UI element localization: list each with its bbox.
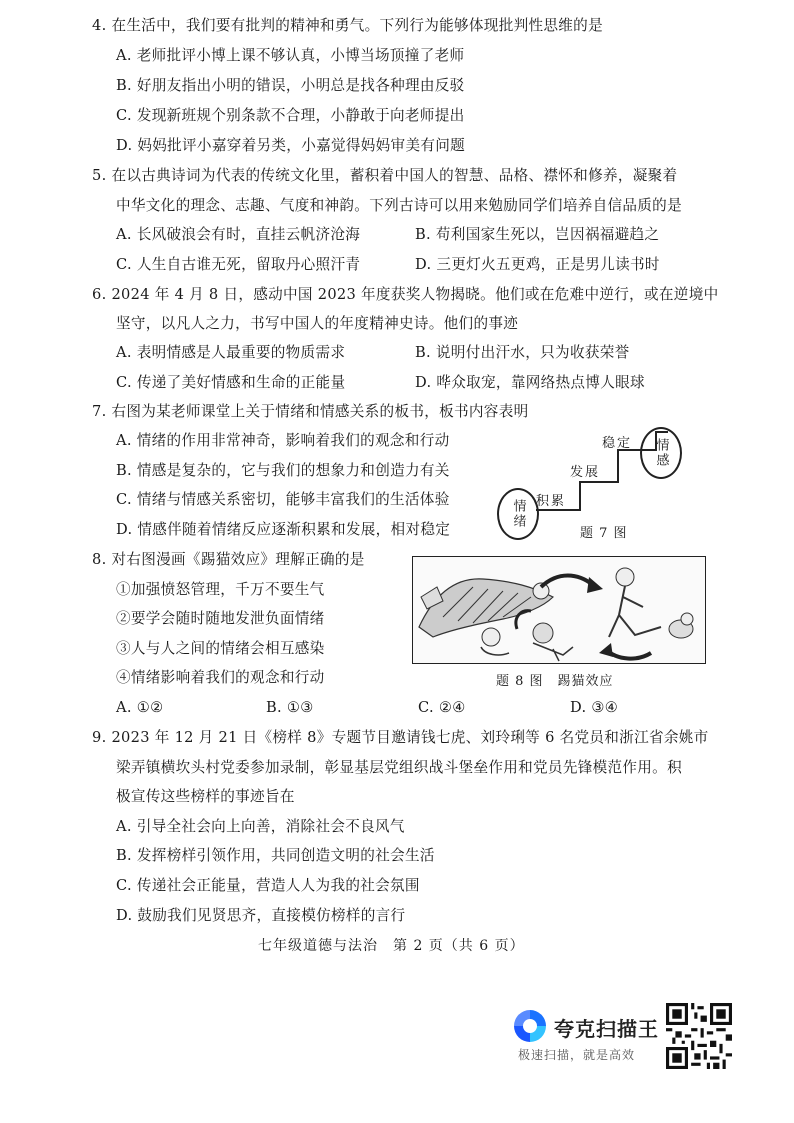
q8-item-1: ①加强愤怒管理，千万不要生气 bbox=[116, 581, 325, 598]
q4-option-b: B. 好朋友指出小明的错误，小明总是找各种理由反驳 bbox=[116, 77, 465, 94]
q4-option-a: A. 老师批评小博上课不够认真，小博当场顶撞了老师 bbox=[116, 47, 465, 64]
q5-option-c: C. 人生自古谁无死，留取丹心照汗青 bbox=[116, 256, 361, 273]
q8-item-3: ③人与人之间的情绪会相互感染 bbox=[116, 640, 325, 657]
q6-option-d: D. 哗众取宠，靠网络热点博人眼球 bbox=[415, 374, 645, 391]
feeling-circle: 情感 bbox=[640, 427, 682, 479]
q5-option-a: A. 长风破浪会有时，直挂云帆济沧海 bbox=[116, 226, 361, 243]
qr-code-icon bbox=[666, 1003, 732, 1069]
q9-option-b: B. 发挥榜样引领作用，共同创造文明的社会生活 bbox=[116, 847, 435, 864]
q9-option-d: D. 鼓励我们见贤思齐，直接模仿榜样的言行 bbox=[116, 907, 406, 924]
comic-illustration bbox=[413, 557, 705, 663]
q8-option-d: D. ③④ bbox=[570, 699, 619, 716]
q7-option-b: B. 情感是复杂的，它与我们的想象力和创造力有关 bbox=[116, 462, 450, 479]
q4-option-d: D. 妈妈批评小嘉穿着另类，小嘉觉得妈妈审美有问题 bbox=[116, 137, 466, 154]
q8-option-c: C. ②④ bbox=[418, 699, 466, 716]
q6-stem-line2: 坚守，以凡人之力，书写中国人的年度精神史诗。他们的事迹 bbox=[116, 315, 519, 332]
q5-stem-line1: 5. 在以古典诗词为代表的传统文化里，蓄积着中国人的智慧、品格、襟怀和修养，凝聚着 bbox=[92, 167, 678, 184]
step-develop: 发展 bbox=[570, 465, 601, 480]
kick-the-cat-comic bbox=[412, 556, 706, 664]
q8-stem: 8. 对右图漫画《踢猫效应》理解正确的是 bbox=[92, 551, 365, 568]
page-footer: 七年级道德与法治 第 2 页（共 6 页） bbox=[258, 938, 525, 954]
quark-logo-icon bbox=[514, 1010, 546, 1042]
q5-option-b: B. 苟利国家生死以，岂因祸福避趋之 bbox=[415, 226, 660, 243]
emotion-circle: 情绪 bbox=[497, 488, 539, 540]
q8-item-4: ④情绪影响着我们的观念和行动 bbox=[116, 669, 325, 686]
q8-option-a: A. ①② bbox=[116, 699, 164, 716]
q7-option-d: D. 情感伴随着情绪反应逐渐积累和发展，相对稳定 bbox=[116, 521, 451, 538]
q7-option-a: A. 情绪的作用非常神奇，影响着我们的观念和行动 bbox=[116, 432, 450, 449]
brand-slogan: 极速扫描，就是高效 bbox=[518, 1048, 636, 1062]
q9-option-a: A. 引导全社会向上向善，消除社会不良风气 bbox=[116, 818, 405, 835]
figure-8-caption: 题 8 图 踢猫效应 bbox=[496, 674, 614, 689]
q8-item-2: ②要学会随时随地发泄负面情绪 bbox=[116, 610, 325, 627]
q9-stem-line1: 9. 2023 年 12 月 21 日《榜样 8》专题节目邀请钱七虎、刘玲琍等 6 名党员和浙江省余姚市 bbox=[92, 729, 709, 746]
q6-option-a: A. 表明情感是人最重要的物质需求 bbox=[116, 344, 346, 361]
q4-stem: 4. 在生活中，我们要有批判的精神和勇气。下列行为能够体现批判性思维的是 bbox=[92, 17, 603, 34]
step-accumulate: 积累 bbox=[536, 494, 567, 509]
scanner-watermark bbox=[514, 1010, 664, 1070]
q7-option-c: C. 情绪与情感关系密切，能够丰富我们的生活体验 bbox=[116, 491, 450, 508]
q6-option-c: C. 传递了美好情感和生命的正能量 bbox=[116, 374, 346, 391]
q5-stem-line2: 中华文化的理念、志趣、气度和神韵。下列古诗可以用来勉励同学们培养自信品质的是 bbox=[116, 197, 682, 214]
q8-option-b: B. ①③ bbox=[266, 699, 314, 716]
q9-option-c: C. 传递社会正能量，营造人人为我的社会氛围 bbox=[116, 877, 420, 894]
q9-stem-line3: 极宣传这些榜样的事迹旨在 bbox=[116, 788, 295, 805]
q6-stem-line1: 6. 2024 年 4 月 8 日，感动中国 2023 年度获奖人物揭晓。他们或在危难中逆行，或在逆境中 bbox=[92, 286, 719, 303]
q5-option-d: D. 三更灯火五更鸡，正是男儿读书时 bbox=[415, 256, 660, 273]
q9-stem-line2: 梁弄镇横坎头村党委参加录制，彰显基层党组织战斗堡垒作用和党员先锋模范作用。积 bbox=[116, 759, 682, 776]
brand-name: 夸克扫描王 bbox=[554, 1017, 659, 1041]
step-stable: 稳定 bbox=[602, 436, 633, 451]
figure-7-caption: 题 7 图 bbox=[580, 526, 628, 541]
q4-option-c: C. 发现新班规个别条款不合理，小静敢于向老师提出 bbox=[116, 107, 465, 124]
q7-stem: 7. 右图为某老师课堂上关于情绪和情感关系的板书，板书内容表明 bbox=[92, 403, 529, 420]
q6-option-b: B. 说明付出汗水，只为收获荣誉 bbox=[415, 344, 630, 361]
